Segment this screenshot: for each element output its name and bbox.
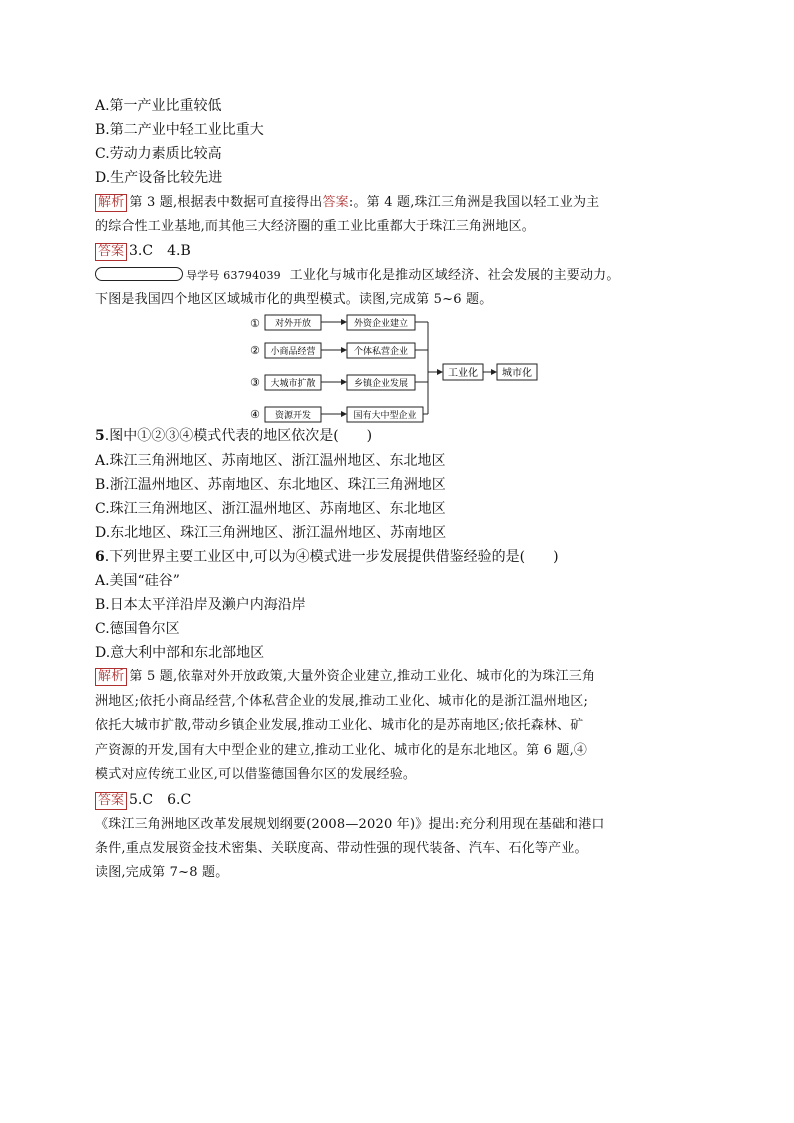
diagram-left-3: 大城市扩散: [270, 379, 316, 389]
guide-number-box: [95, 267, 183, 281]
answer-tag: 答案: [95, 792, 127, 810]
urbanization-model-diagram: [250, 312, 550, 424]
question-6-stem: [95, 547, 559, 567]
explanation-tag: 解析: [95, 668, 127, 686]
explanation-2-line-1: [95, 667, 595, 687]
explanation-2-line-2: 洲地区;依托小商品经营,个体私营企业的发展,推动工业化、城市化的是浙江温州地区;: [95, 694, 589, 709]
question-5-text: .图中①②③④模式代表的地区依次是( ): [104, 428, 373, 444]
explanation-text: 第 3 题,根据表中数据可直接得出: [129, 195, 323, 210]
diagram-right-4: 国有大中型企业: [353, 411, 417, 421]
diagram-num-1: ①: [250, 317, 260, 330]
answer-text: 3.C 4.B: [129, 243, 191, 259]
answer-tag: 答案: [95, 243, 127, 261]
question-6-text: .下列世界主要工业区中,可以为④模式进一步发展提供借鉴经验的是( ): [104, 549, 559, 565]
explanation-tag: 解析: [95, 194, 127, 212]
q5-option-b: B.浙江温州地区、苏南地区、东北地区、珠江三角洲地区: [95, 477, 446, 493]
q6-option-d: D.意大利中部和东北部地区: [95, 645, 265, 661]
question-5-number: 5: [95, 428, 105, 444]
option-a: A.第一产业比重较低: [95, 98, 222, 114]
intro-1-line-2: 下图是我国四个地区区域城市化的典型模式。读图,完成第 5~6 题。: [95, 292, 493, 307]
q6-option-c: C.德国鲁尔区: [95, 621, 180, 637]
answer-1: [95, 241, 191, 261]
question-5-stem: [95, 426, 372, 446]
intro-2-line-3: 读图,完成第 7~8 题。: [95, 865, 229, 880]
explanation-text: :。第 4 题,珠江三角洲是我国以轻工业为主: [348, 195, 600, 210]
diagram-urbanization: 城市化: [502, 368, 532, 379]
guide-number: 导学号 63794039: [186, 269, 281, 282]
option-b: B.第二产业中轻工业比重大: [95, 122, 264, 138]
answer-text: 5.C 6.C: [129, 792, 192, 808]
intro-text: 工业化与城市化是推动区域经济、社会发展的主要动力。: [289, 268, 620, 283]
option-d: D.生产设备比较先进: [95, 170, 223, 186]
explanation-2-line-5: 模式对应传统工业区,可以借鉴德国鲁尔区的发展经验。: [95, 767, 417, 782]
diagram-industrialization: 工业化: [448, 368, 478, 379]
question-6-number: 6: [95, 549, 105, 565]
q5-option-c: C.珠江三角洲地区、浙江温州地区、苏南地区、东北地区: [95, 501, 446, 517]
explanation-1-line-2: 的综合性工业基地,而其他三大经济圈的重工业比重都大于珠江三角洲地区。: [95, 219, 535, 234]
intro-1-line-1: [95, 266, 620, 286]
diagram-num-3: ③: [250, 376, 260, 389]
answer-2: [95, 790, 191, 810]
diagram-right-2: 个体私营企业: [353, 347, 409, 357]
diagram-right-1: 外资企业建立: [353, 319, 409, 329]
intro-2-line-2: 条件,重点发展资金技术密集、关联度高、带动性强的现代装备、汽车、石化等产业。: [95, 841, 588, 856]
q5-option-a: A.珠江三角洲地区、苏南地区、浙江温州地区、东北地区: [95, 453, 446, 469]
diagram-num-4: ④: [250, 408, 260, 421]
q6-option-b: B.日本太平洋沿岸及濑户内海沿岸: [95, 597, 306, 613]
answer-highlight: 答案: [322, 195, 349, 210]
option-c: C.劳动力素质比较高: [95, 146, 222, 162]
diagram-num-2: ②: [250, 344, 260, 357]
explanation-text: 第 5 题,依靠对外开放政策,大量外资企业建立,推动工业化、城市化的为珠江三角: [129, 669, 596, 684]
q6-option-a: A.美国“硅谷”: [95, 573, 180, 589]
explanation-2-line-3: 依托大城市扩散,带动乡镇企业发展,推动工业化、城市化的是苏南地区;依托森林、矿: [95, 718, 584, 733]
diagram-right-3: 乡镇企业发展: [353, 379, 409, 389]
intro-2-line-1: 《珠江三角洲地区改革发展规划纲要(2008—2020 年)》提出:充分利用现在基础和港口: [95, 817, 605, 832]
diagram-left-2: 小商品经营: [270, 347, 316, 357]
explanation-1-line-1: [95, 193, 599, 213]
diagram-left-1: 对外开放: [274, 319, 312, 329]
explanation-2-line-4: 产资源的开发,国有大中型企业的建立,推动工业化、城市化的是东北地区。第 6 题,④: [95, 743, 588, 758]
diagram-left-4: 资源开发: [274, 411, 312, 421]
q5-option-d: D.东北地区、珠江三角洲地区、浙江温州地区、苏南地区: [95, 525, 447, 541]
